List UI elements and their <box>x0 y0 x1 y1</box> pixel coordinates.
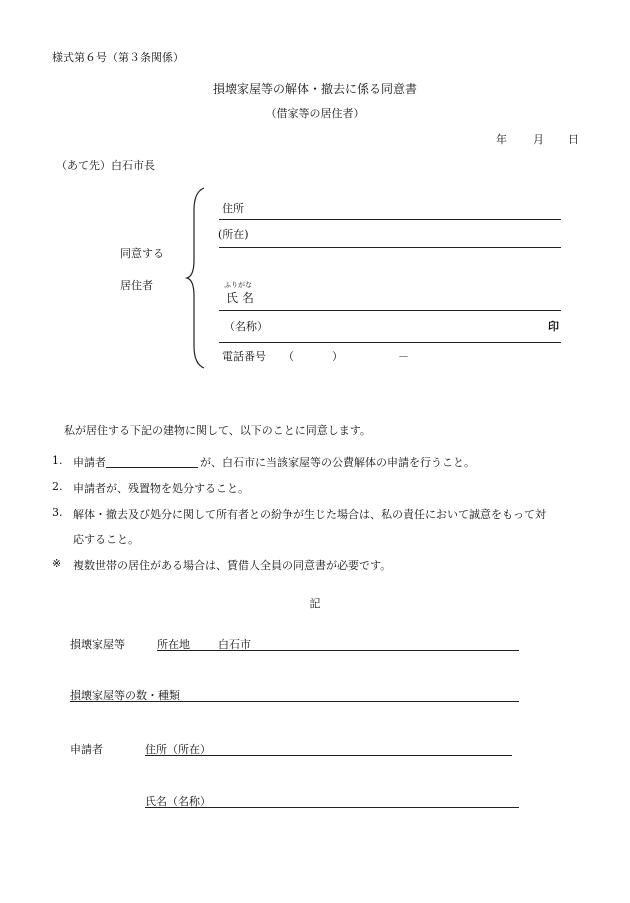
resident-location-label: (所在) <box>218 228 249 241</box>
resident-location-field[interactable] <box>219 247 561 248</box>
resident-label-line2: 居住者 <box>120 279 153 292</box>
note-text: 複数世帯の居住がある場合は、賃借人全員の同意書が必要です。 <box>73 559 392 572</box>
document-title: 損壊家屋等の解体・撤去に係る同意書 <box>212 82 417 96</box>
resident-org-name-label: （名称） <box>224 320 268 333</box>
property-label: 損壊家屋等 <box>70 638 125 651</box>
item-number: 1. <box>52 454 63 467</box>
item-number: 3. <box>52 506 63 519</box>
date-month: 月 <box>533 133 544 146</box>
count-type-field[interactable] <box>70 701 519 702</box>
resident-name-field[interactable] <box>219 310 561 311</box>
item-3-continuation: 応すること。 <box>73 533 139 546</box>
seal-mark: 印 <box>548 320 559 333</box>
phone-label: 電話番号 <box>222 350 266 363</box>
applicant-name-label: 氏名（名称） <box>145 795 211 808</box>
applicant-address-field[interactable] <box>145 755 512 756</box>
document-subtitle: （借家等の居住者） <box>265 107 365 120</box>
item-1-pre: 申請者 <box>73 456 106 469</box>
property-location-field[interactable] <box>157 650 519 651</box>
furigana-label: ふりがな <box>224 281 252 289</box>
resident-label-line1: 同意する <box>120 247 164 260</box>
curly-brace-icon <box>186 186 208 370</box>
addressee: （あて先）白石市長 <box>56 159 155 172</box>
resident-address-field[interactable] <box>219 219 561 220</box>
resident-org-name-field[interactable] <box>219 342 561 343</box>
phone-area-close: ） <box>332 350 343 363</box>
item-3-text: 解体・撤去及び処分に関して所有者との紛争が生じた場合は、私の責任において誠意をもって対 <box>73 508 546 521</box>
date-day: 日 <box>568 133 579 146</box>
applicant-name-blank[interactable] <box>106 467 198 468</box>
applicant-address-label: 住所（所在） <box>145 743 211 756</box>
ki-heading: 記 <box>309 597 321 610</box>
location-value: 白石市 <box>218 638 251 651</box>
applicant-label: 申請者 <box>70 743 103 756</box>
item-number: 2. <box>52 480 63 493</box>
phone-dash: － <box>398 350 409 363</box>
date-year: 年 <box>496 133 507 146</box>
phone-area-open: （ <box>283 350 294 363</box>
count-type-label: 損壊家屋等の数・種類 <box>70 689 180 702</box>
form-number: 様式第６号（第３条関係） <box>52 51 184 64</box>
intro-statement: 私が居住する下記の建物に関して、以下のことに同意します。 <box>64 424 371 437</box>
resident-name-label: 氏 名 <box>226 291 254 305</box>
location-label: 所在地 <box>157 638 190 651</box>
resident-address-label: 住所 <box>222 202 244 215</box>
note-mark: ※ <box>52 557 62 570</box>
applicant-name-field[interactable] <box>145 807 519 808</box>
item-1-post: が、白石市に当該家屋等の公費解体の申請を行うこと。 <box>200 456 475 469</box>
item-2-text: 申請者が、残置物を処分すること。 <box>73 482 249 495</box>
